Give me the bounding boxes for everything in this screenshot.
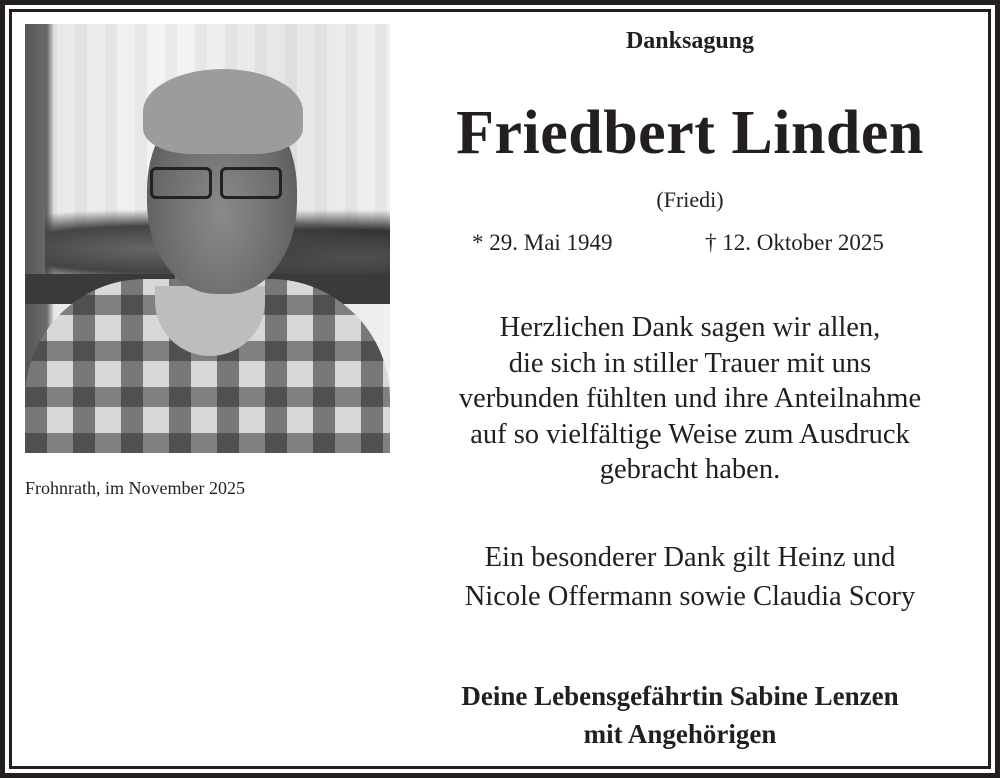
signature-line: mit Angehörigen xyxy=(583,719,777,749)
message-line: auf so vielfältige Weise zum Ausdruck xyxy=(470,418,910,450)
portrait-photo xyxy=(25,24,390,453)
thanks-message xyxy=(400,310,980,488)
signature xyxy=(370,677,990,753)
heading: Danksagung xyxy=(625,28,755,54)
signature-line: Deine Lebensgefährtin Sabine Lenzen xyxy=(461,681,899,711)
special-thanks xyxy=(400,538,980,616)
place-date: Frohnrath, im November 2025 xyxy=(25,478,245,498)
message-line: die sich in stiller Trauer mit uns xyxy=(508,347,872,379)
message-line: Herzlichen Dank sagen wir allen, xyxy=(499,312,881,343)
special-thanks-line: Nicole Offermann sowie Claudia Scory xyxy=(464,581,916,612)
birth-date: * 29. Mai 1949 xyxy=(472,230,613,255)
message-line: verbunden fühlten und ihre Anteilnahme xyxy=(458,383,922,414)
nickname: (Friedi) xyxy=(656,187,724,212)
deceased-name: Friedbert Linden xyxy=(456,99,924,167)
message-line: gebracht haben. xyxy=(599,454,781,485)
special-thanks-line: Ein besonderer Dank gilt Heinz und xyxy=(484,542,896,573)
death-date: † 12. Oktober 2025 xyxy=(705,230,884,255)
